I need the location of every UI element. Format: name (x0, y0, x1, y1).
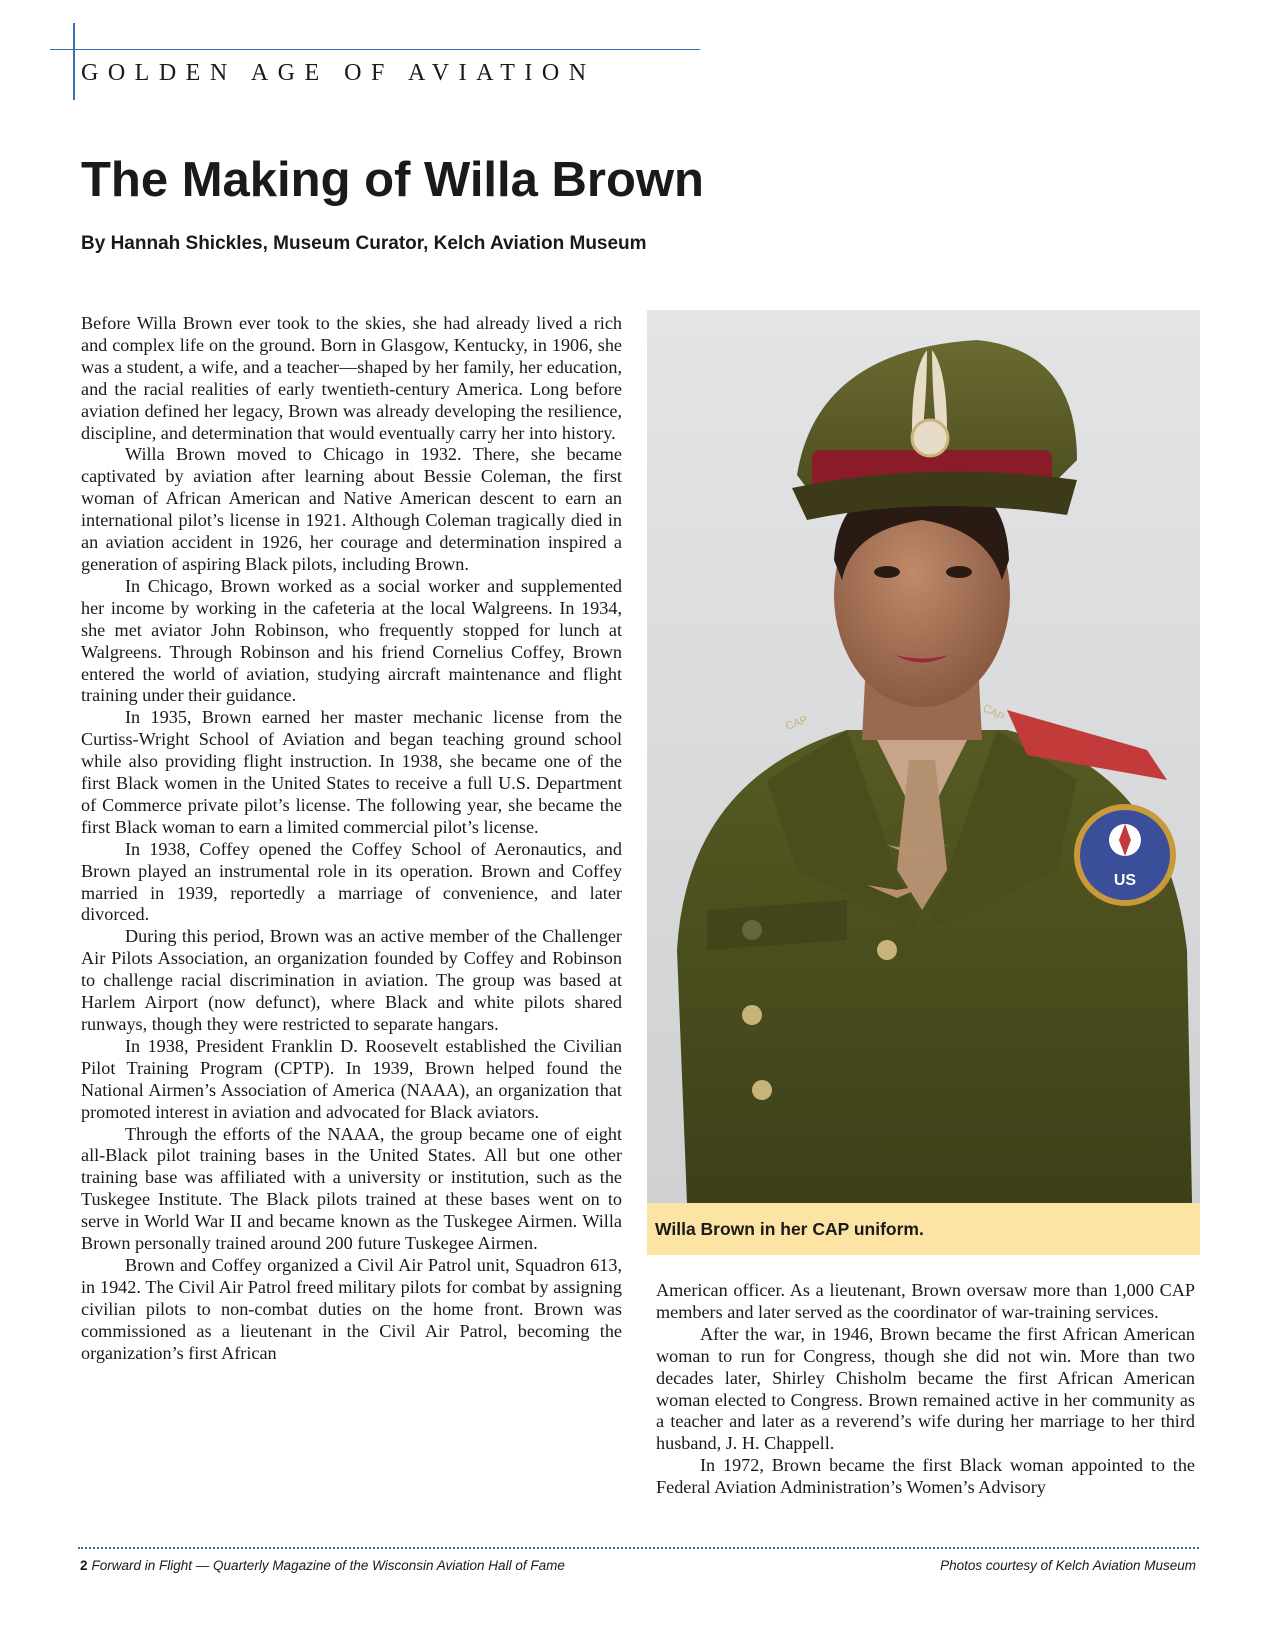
photo-credit: Photos courtesy of Kelch Aviation Museum (940, 1558, 1196, 1573)
jacket-button (752, 1080, 772, 1100)
footer-publication (80, 1558, 565, 1573)
paragraph: Willa Brown moved to Chicago in 1932. There, she became captivated by aviation after learning about Bessie Coleman, the first woman of African American and Native American descent to earn an international pilot’s license in 1921. Although Coleman tragically died in an aviation accident in 1926, her courage and determination inspired a generation of aspiring Black pilots, including Brown. (81, 444, 622, 574)
paragraph: After the war, in 1946, Brown became the first African American woman to run for Congress, though she did not win. More than two decades later, Shirley Chisholm became the first African American woman elected to Congress. Brown remained active in her community as a teacher and later as a reverend’s wife during her marriage to her third husband, J. H. Chappell. (656, 1323, 1195, 1454)
paragraph: During this period, Brown was an active member of the Challenger Air Pilots Association, an organization founded by Coffey and Robinson to challenge racial discrimination in aviation. The group was based at Harlem Airport (now defunct), where Black and white pilots shared runways, though they were restricted to separate hangars. (81, 926, 622, 1034)
paragraph: American officer. As a lieutenant, Brown oversaw more than 1,000 CAP members and later served as the coordinator of war-training services. (656, 1280, 1195, 1322)
article-title: The Making of Willa Brown (81, 153, 704, 207)
article-column-right (656, 1280, 1195, 1523)
paragraph: In Chicago, Brown worked as a social worker and supplemented her income by working in the cafeteria at the local Walgreens. In 1934, she met aviator John Robinson, who frequently stopped for lunch at Walgreens. Through Robinson and his friend Cornelius Coffey, Brown entered the world of aviation, studying aircraft maintenance and flight training under their guidance. (81, 575, 622, 706)
collar-insignia-right: CAP (980, 702, 1007, 724)
jacket-button (877, 940, 897, 960)
footer-rule (78, 1547, 1199, 1549)
header-rule-vertical (73, 23, 75, 100)
paragraph: Before Willa Brown ever took to the skies, she had already lived a rich and complex life on the ground. Born in Glasgow, Kentucky, in 1906, she was a student, a wife, and a teacher—shaped by her family, her education, and the racial realities of early twentieth-century America. Long before aviation defined her legacy, Brown was already developing the resilience, discipline, and determination that would eventually carry her into history. (81, 313, 622, 443)
header-rule-horizontal (50, 49, 700, 50)
photo-caption (647, 1203, 1200, 1255)
patch-text: US (1113, 872, 1137, 889)
paragraph: In 1935, Brown earned her master mechanic license from the Curtiss-Wright School of Aviation and began teaching ground school while also providing flight instruction. In 1938, she became one of the first Black women in the United States to receive a full U.S. Department of Commerce private pilot’s license. The following year, she became the first Black woman to earn a limited commercial pilot’s license. (81, 707, 622, 837)
portrait-photo (647, 310, 1200, 1203)
paragraph: In 1938, Coffey opened the Coffey School of Aeronautics, and Brown played an instrumental role in its operation. Brown and Coffey married in 1939, reportedly a marriage of convenience, and later divorced. (81, 838, 622, 925)
paragraph: Through the efforts of the NAAA, the group became one of eight all-Black pilot training bases in the United States. All but one other training base was affiliated with a university or institution, such as the Tuskegee Institute. The Black pilots trained at these bases went on to serve in World War II and became known as the Tuskegee Airmen. Willa Brown personally trained around 200 future Tuskegee Airmen. (81, 1123, 622, 1254)
paragraph: In 1938, President Franklin D. Roosevelt established the Civilian Pilot Training Program (CPTP). In 1939, Brown helped found the National Airmen’s Association of America (NAAA), an organization that promoted interest in aviation and advocated for Black aviators. (81, 1035, 622, 1122)
page-number: 2 (80, 1558, 88, 1573)
paragraph: Brown and Coffey organized a Civil Air Patrol unit, Squadron 613, in 1942. The Civil Air Patrol freed military pilots for combat by assigning civilian pilots to non-combat duties on the home front. Brown was commissioned as a lieutenant in the Civil Air Patrol, becoming the organization’s first African (81, 1254, 622, 1363)
paragraph: In 1972, Brown became the first Black woman appointed to the Federal Aviation Administration’s Women’s Advisory (656, 1455, 1195, 1498)
jacket-button (742, 1005, 762, 1025)
publication-name: Forward in Flight — Quarterly Magazine of the Wisconsin Aviation Hall of Fame (91, 1558, 565, 1573)
article-byline: By Hannah Shickles, Museum Curator, Kelch Aviation Museum (81, 233, 647, 254)
article-column-left (81, 313, 622, 1523)
section-label: GOLDEN AGE OF AVIATION (81, 60, 596, 86)
collar-insignia-left: CAP (783, 713, 810, 733)
photo-caption-text: Willa Brown in her CAP uniform. (655, 1219, 924, 1239)
